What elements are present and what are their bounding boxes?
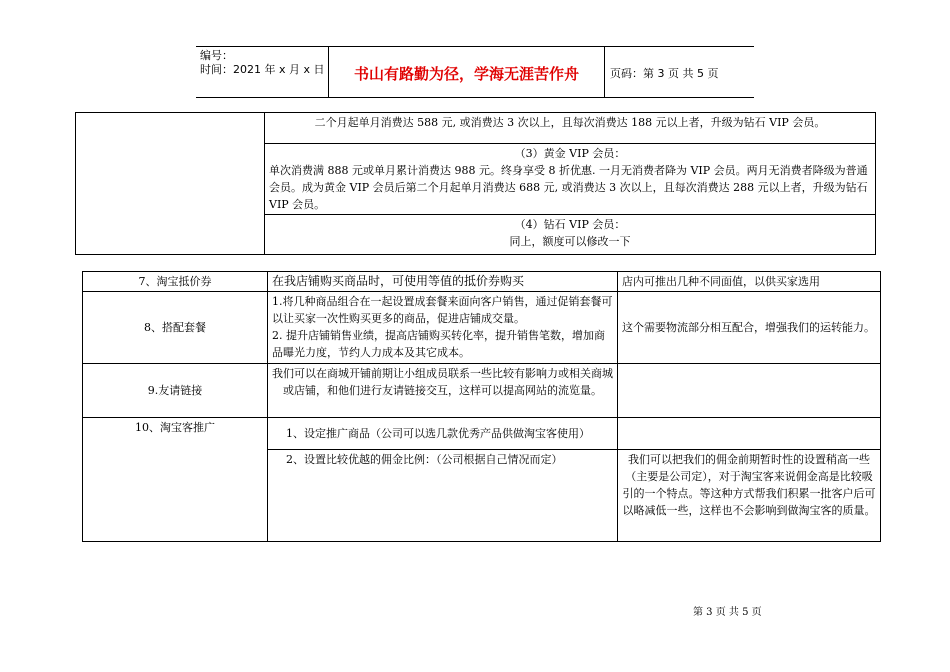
page-header <box>196 46 754 98</box>
vip-diamond-body: 同上，额度可以修改一下 <box>509 235 631 248</box>
promo-note-10-empty <box>618 418 881 450</box>
promo-content-10-item1: 1、设定推广商品（公司可以选几款优秀产品供做淘宝客使用） <box>268 418 618 450</box>
promo-content-8-item2: 2. 提升店铺销售业绩，提高店铺购买转化率，提升销售笔数，增加商品曝光力度，节约人力成本及其它成本。 <box>272 329 605 359</box>
promo-label-9: 9.友请链接 <box>83 364 268 418</box>
promo-note-7: 店内可推出几种不同面值，以供买家选用 <box>618 272 881 292</box>
promo-note-8: 这个需要物流部分相互配合，增强我们的运转能力。 <box>618 292 881 364</box>
vip-diamond-cell <box>265 215 876 255</box>
serial-label: 编号： <box>200 49 233 62</box>
promo-content-8-item1: 1.将几种商品组合在一起设置成套餐来面向客户销售，通过促销套餐可以让买家一次性购买更多的商品，促进店铺成交量。 <box>272 295 613 325</box>
page-footer: 第 3 页 共 5 页 <box>693 607 762 618</box>
promo-content-7: 在我店铺购买商品时，可使用等值的抵价券购买 <box>268 272 618 292</box>
promo-content-8 <box>268 292 618 364</box>
header-motto: 书山有路勤为径，学海无涯苦作舟 <box>353 65 579 83</box>
vip-gold-cell <box>265 144 876 215</box>
vip-empty-cell <box>76 113 265 255</box>
promo-content-9: 我们可以在商城开铺前期让小组成员联系一些比较有影响力或相关商城或店铺，和他们进行友请链接交互，这样可以提高网站的流览量。 <box>268 364 618 418</box>
vip-diamond-title: （4）钻石 VIP 会员： <box>514 218 626 231</box>
promo-label-8: 8、搭配套餐 <box>83 292 268 364</box>
promo-content-10-item2: 2、设置比较优越的佣金比例：（公司根据自己情况而定） <box>268 450 618 542</box>
header-meta <box>200 49 325 77</box>
promo-label-10: 10、淘宝客推广 <box>83 418 268 542</box>
promo-label-7: 7、淘宝抵价券 <box>83 272 268 292</box>
time-label: 时间：2021 年 x 月 x 日 <box>200 63 325 76</box>
vip-table <box>75 112 876 255</box>
promo-note-10: 我们可以把我们的佣金前期暂时性的设置稍高一些（主要是公司定），对于淘宝客来说佣金高是比较吸引的一个特点。等这种方式帮我们积累一批客户后可以略减低一些，这样也不会影响到做淘宝客的质量。 <box>618 450 881 542</box>
vip-row-text: 二个月起单月消费达 588 元, 或消费达 3 次以上，且每次消费达 188 元以上者，升级为钻石 VIP 会员。 <box>265 113 876 144</box>
header-page-label: 页码：第 3 页 共 5 页 <box>610 67 719 80</box>
header-divider <box>604 47 605 97</box>
vip-gold-title: （3）黄金 VIP 会员： <box>514 147 626 160</box>
promo-table <box>82 271 881 542</box>
promo-note-9-empty <box>618 364 881 418</box>
vip-gold-body: 单次消费满 888 元或单月累计消费达 988 元。终身享受 8 折优惠. 一月无消费者降为 VIP 会员。两月无消费者降级为普通会员。成为黄金 VIP 会员后第二个月起单月消费达 688 元, 或消费达 3 次以上，且每次消费达 288 元以上者，升级为钻石 VIP 会员。 <box>269 164 868 211</box>
